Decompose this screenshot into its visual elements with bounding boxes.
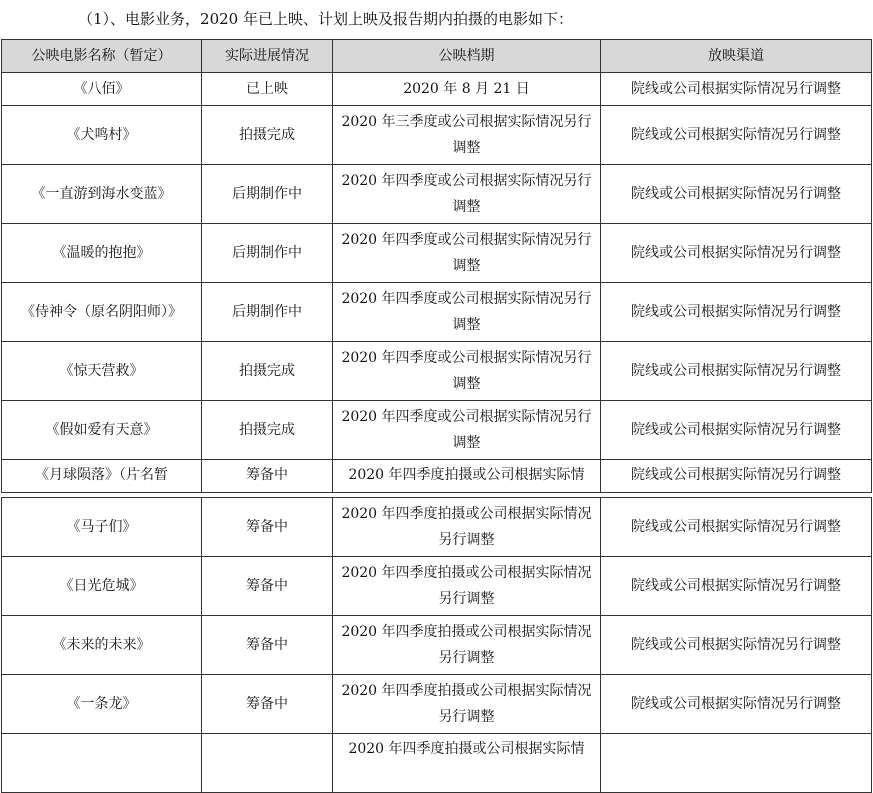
table-row	[2, 734, 872, 793]
film-schedule: 2020 年四季度或公司根据实际情况另行调整	[333, 401, 601, 460]
film-schedule: 2020 年 8 月 21 日	[333, 73, 601, 106]
table-row	[2, 401, 872, 460]
film-status: 筹备中	[202, 498, 333, 557]
film-title: 《月球陨落》（片名暂	[2, 460, 202, 493]
film-title	[2, 734, 202, 793]
film-title: 《未来的未来》	[2, 616, 202, 675]
film-title: 《惊天营救》	[2, 342, 202, 401]
film-channel: 院线或公司根据实际情况另行调整	[601, 498, 872, 557]
film-schedule: 2020 年四季度或公司根据实际情况另行调整	[333, 342, 601, 401]
table-row	[2, 283, 872, 342]
film-title: 《马子们》	[2, 498, 202, 557]
table-row	[2, 675, 872, 734]
film-channel: 院线或公司根据实际情况另行调整	[601, 342, 872, 401]
header-channel: 放映渠道	[601, 40, 872, 73]
table-row	[2, 557, 872, 616]
header-schedule: 公映档期	[333, 40, 601, 73]
film-title: 《一条龙》	[2, 675, 202, 734]
film-schedule: 2020 年四季度拍摄或公司根据实际情	[333, 734, 601, 793]
film-title: 《假如爱有天意》	[2, 401, 202, 460]
table-header-row	[2, 40, 872, 73]
film-table-bottom	[1, 497, 872, 793]
table-row	[2, 224, 872, 283]
film-schedule: 2020 年四季度拍摄或公司根据实际情况另行调整	[333, 616, 601, 675]
film-status: 拍摄完成	[202, 401, 333, 460]
film-status: 筹备中	[202, 460, 333, 493]
header-title: 公映电影名称（暂定）	[2, 40, 202, 73]
film-channel: 院线或公司根据实际情况另行调整	[601, 460, 872, 493]
table-row	[2, 165, 872, 224]
film-status: 筹备中	[202, 616, 333, 675]
film-schedule: 2020 年四季度或公司根据实际情况另行调整	[333, 224, 601, 283]
film-channel: 院线或公司根据实际情况另行调整	[601, 401, 872, 460]
film-status: 筹备中	[202, 675, 333, 734]
film-table-top	[1, 39, 872, 493]
header-status: 实际进展情况	[202, 40, 333, 73]
film-status: 后期制作中	[202, 224, 333, 283]
film-channel: 院线或公司根据实际情况另行调整	[601, 73, 872, 106]
film-title: 《一直游到海水变蓝》	[2, 165, 202, 224]
film-channel: 院线或公司根据实际情况另行调整	[601, 165, 872, 224]
film-status: 已上映	[202, 73, 333, 106]
film-channel	[601, 734, 872, 793]
table-row	[2, 498, 872, 557]
film-status: 拍摄完成	[202, 342, 333, 401]
film-channel: 院线或公司根据实际情况另行调整	[601, 283, 872, 342]
film-title: 《犬鸣村》	[2, 106, 202, 165]
film-title: 《八佰》	[2, 73, 202, 106]
film-status: 后期制作中	[202, 283, 333, 342]
table-row	[2, 460, 872, 493]
film-channel: 院线或公司根据实际情况另行调整	[601, 675, 872, 734]
film-status: 后期制作中	[202, 165, 333, 224]
table-row	[2, 73, 872, 106]
table-row	[2, 616, 872, 675]
film-schedule: 2020 年四季度拍摄或公司根据实际情况另行调整	[333, 557, 601, 616]
film-title: 《日光危城》	[2, 557, 202, 616]
film-status: 拍摄完成	[202, 106, 333, 165]
film-channel: 院线或公司根据实际情况另行调整	[601, 106, 872, 165]
film-status: 筹备中	[202, 557, 333, 616]
film-channel: 院线或公司根据实际情况另行调整	[601, 557, 872, 616]
film-schedule: 2020 年四季度或公司根据实际情况另行调整	[333, 283, 601, 342]
film-schedule: 2020 年四季度拍摄或公司根据实际情况另行调整	[333, 498, 601, 557]
film-title: 《温暖的抱抱》	[2, 224, 202, 283]
film-channel: 院线或公司根据实际情况另行调整	[601, 616, 872, 675]
table-row	[2, 342, 872, 401]
intro-text: （1）、电影业务，2020 年已上映、计划上映及报告期内拍摄的电影如下：	[78, 10, 573, 28]
table-row	[2, 106, 872, 165]
film-schedule: 2020 年三季度或公司根据实际情况另行调整	[333, 106, 601, 165]
film-schedule: 2020 年四季度拍摄或公司根据实际情况另行调整	[333, 675, 601, 734]
film-title: 《侍神令（原名阴阳师）》	[2, 283, 202, 342]
film-channel: 院线或公司根据实际情况另行调整	[601, 224, 872, 283]
film-schedule: 2020 年四季度或公司根据实际情况另行调整	[333, 165, 601, 224]
film-schedule: 2020 年四季度拍摄或公司根据实际情	[333, 460, 601, 493]
film-status	[202, 734, 333, 793]
